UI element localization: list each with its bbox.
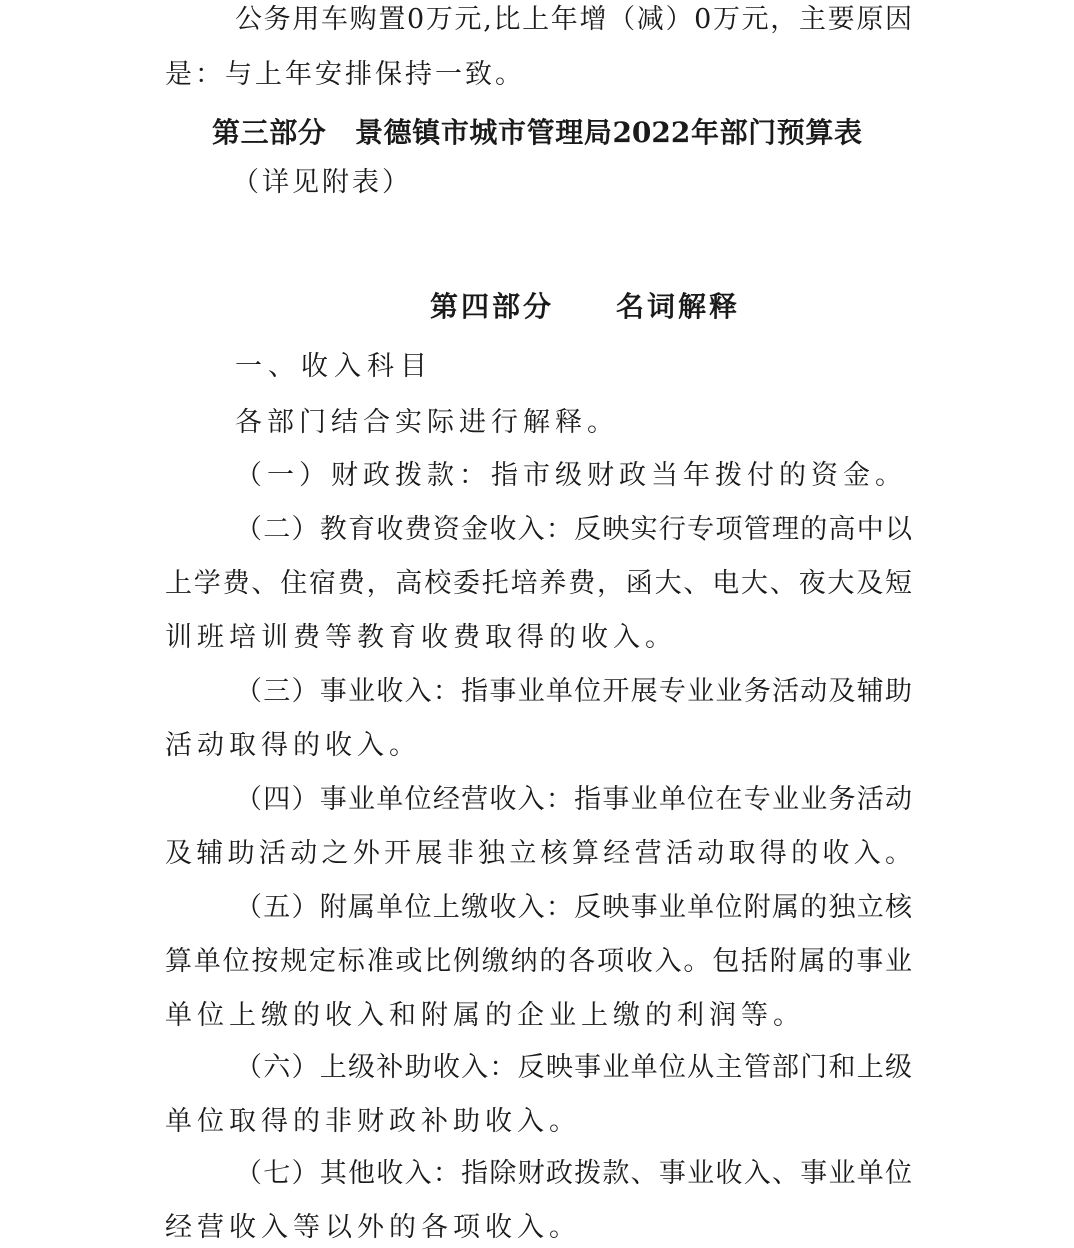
paragraph-line: （四）事业单位经营收入：指事业单位在专业业务活动 xyxy=(235,784,912,815)
paragraph-line: （三）事业收入：指事业单位开展专业业务活动及辅助 xyxy=(235,676,912,707)
paragraph-line: （五）附属单位上缴收入：反映事业单位附属的独立核 xyxy=(235,892,912,923)
paragraph-line: 单位上缴的收入和附属的企业上缴的利润等。 xyxy=(165,1000,805,1031)
paragraph-line: （六）上级补助收入：反映事业单位从主管部门和上级 xyxy=(235,1052,912,1083)
paragraph-line: 公务用车购置0万元,比上年增（减）0万元，主要原因 xyxy=(235,4,912,35)
section-heading-part4: 第四部分 名词解释 xyxy=(430,290,741,323)
appendix-note: （详见附表） xyxy=(232,167,412,198)
paragraph-line: 活动取得的收入。 xyxy=(165,730,421,761)
paragraph-line: 经营收入等以外的各项收入。 xyxy=(165,1212,581,1243)
paragraph-line: （七）其他收入：指除财政拨款、事业收入、事业单位 xyxy=(235,1158,912,1189)
paragraph-line: 是：与上年安排保持一致。 xyxy=(165,59,525,90)
section-heading-part3: 第三部分 景德镇市城市管理局2022年部门预算表 xyxy=(212,116,862,149)
paragraph-line: 上学费、住宿费，高校委托培养费，函大、电大、夜大及短 xyxy=(165,568,912,599)
paragraph-line: 单位取得的非财政补助收入。 xyxy=(165,1106,581,1137)
paragraph-line: 各部门结合实际进行解释。 xyxy=(235,407,619,438)
paragraph-line: （二）教育收费资金收入：反映实行专项管理的高中以 xyxy=(235,514,912,545)
paragraph-line: 算单位按规定标准或比例缴纳的各项收入。包括附属的事业 xyxy=(165,946,912,977)
paragraph-line: 训班培训费等教育收费取得的收入。 xyxy=(165,622,677,653)
paragraph-line: （一）财政拨款：指市级财政当年拨付的资金。 xyxy=(235,460,907,491)
subsection-title: 一、收入科目 xyxy=(235,351,433,382)
paragraph-line: 及辅助活动之外开展非独立核算经营活动取得的收入。 xyxy=(165,838,912,869)
